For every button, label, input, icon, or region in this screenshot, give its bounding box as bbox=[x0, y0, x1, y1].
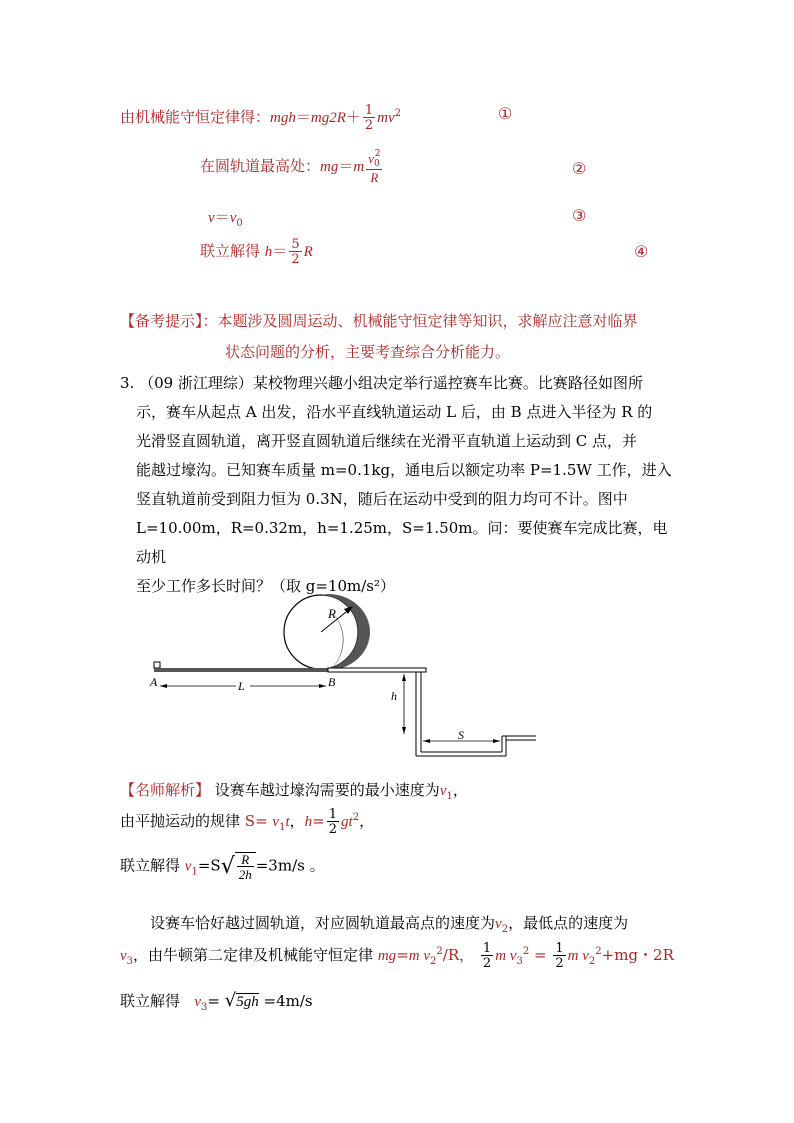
analysis-l6-radicand: 5gh bbox=[236, 994, 259, 1010]
tip-label: 【备考提示】 bbox=[120, 312, 203, 330]
eq1-frac-num: 1 bbox=[364, 103, 374, 118]
analysis-l5-v2b: v bbox=[578, 948, 589, 964]
eq2-lhs: mg bbox=[320, 159, 339, 175]
analysis-l5-v3b: v bbox=[506, 948, 517, 964]
eq2-num-sup: 2 bbox=[374, 149, 381, 159]
eq4-prefix: 联立解得 bbox=[200, 242, 261, 260]
race-track-diagram bbox=[140, 588, 550, 768]
eq2-m: m bbox=[353, 159, 365, 175]
problem-text bbox=[120, 369, 680, 601]
analysis-l2-S: S= bbox=[244, 812, 273, 830]
eq1-prefix: 由机械能守恒定律得： bbox=[120, 108, 271, 126]
S-arrow-left bbox=[423, 739, 430, 743]
problem-line: 能越过壕沟。已知赛车质量 m=0.1kg，通电后以额定功率 P=1.5W 工作，进入 bbox=[136, 461, 672, 479]
analysis-l5-f1-den: 2 bbox=[482, 956, 492, 971]
label-R: R bbox=[328, 606, 336, 621]
analysis-line-5 bbox=[120, 942, 674, 970]
analysis-l5-eq2: = bbox=[529, 946, 552, 964]
analysis-l6-end: =4m/s bbox=[263, 992, 313, 1010]
eq2-fraction bbox=[366, 150, 382, 184]
analysis-l3-text: 联立解得 bbox=[120, 856, 181, 875]
analysis-l5-sup: 2 bbox=[436, 946, 443, 957]
analysis-l2-end: ， bbox=[359, 812, 375, 830]
analysis-l5-frac-1 bbox=[481, 942, 493, 970]
analysis-l5-v3: v bbox=[120, 948, 127, 964]
eq2-num-v: v bbox=[368, 151, 374, 166]
analysis-l5-v: v bbox=[419, 948, 431, 964]
analysis-l3-end: =3m/s 。 bbox=[255, 856, 325, 875]
analysis-l1-sub: 1 bbox=[446, 791, 453, 802]
analysis-l3-frac-den: 2h bbox=[238, 867, 252, 882]
eq2-frac-num bbox=[366, 150, 382, 170]
analysis-l2-comma: ， bbox=[289, 812, 305, 830]
label-L: L bbox=[238, 679, 245, 693]
eq2-number: ② bbox=[572, 159, 587, 178]
eq3-v0: v bbox=[229, 210, 237, 226]
analysis-l6-eq: = bbox=[207, 992, 220, 1010]
analysis-l2-gt: gt bbox=[341, 814, 353, 830]
problem-line: 3. （09 浙江理综）某校物理兴趣小组决定举行遥控赛车比赛。比赛路径如图所 bbox=[120, 374, 643, 392]
analysis-l6-sqrt: √5gh bbox=[224, 990, 259, 1011]
analysis-l5-sub3: 3 bbox=[126, 956, 134, 967]
eq1-number: ① bbox=[498, 104, 513, 123]
analysis-l5-f2-den: 2 bbox=[555, 956, 564, 971]
analysis-l5-sup3b: 2 bbox=[522, 946, 530, 957]
analysis-l3-sub: 1 bbox=[191, 866, 198, 878]
h-arrow-bottom bbox=[402, 727, 406, 734]
eq3-v: v bbox=[208, 210, 215, 226]
analysis-l3-v: v bbox=[184, 858, 192, 875]
analysis-l2-sup: 2 bbox=[352, 812, 360, 823]
analysis-l2-t: t bbox=[285, 814, 290, 830]
eq3-number: ③ bbox=[572, 206, 587, 225]
analysis-l5-m2: m bbox=[495, 948, 507, 964]
eq1-plus: ＋ bbox=[345, 108, 361, 126]
equation-3 bbox=[208, 206, 243, 229]
analysis-line-6 bbox=[120, 990, 313, 1013]
analysis-l5-R: /R， bbox=[442, 946, 475, 964]
analysis-l4-v2: v bbox=[495, 916, 502, 932]
tip-line-1 bbox=[120, 310, 638, 331]
eq1-frac-den: 2 bbox=[364, 118, 374, 133]
label-A: A bbox=[150, 675, 158, 689]
analysis-l1-text: 设赛车越过壕沟需要的最小速度为 bbox=[214, 781, 440, 799]
analysis-l2-frac-den: 2 bbox=[328, 822, 338, 837]
h-arrow-top bbox=[402, 674, 406, 681]
analysis-l5-m3: m bbox=[567, 948, 579, 964]
analysis-l5-sup2b: 2 bbox=[595, 946, 602, 957]
problem-line: 竖直轨道前受到阻力恒为 0.3N，随后在运动中受到的阻力均可不计。图中 bbox=[136, 490, 628, 508]
equation-4 bbox=[200, 238, 313, 266]
eq3-equals: ＝ bbox=[214, 208, 230, 226]
problem-line: L=10.00m，R=0.32m，h=1.25m，S=1.50m。问：要使赛车完成比赛，电动机 bbox=[136, 519, 668, 566]
eq4-h: h bbox=[264, 244, 273, 260]
eq4-frac-den: 2 bbox=[291, 252, 300, 267]
eq3-sub: 0 bbox=[236, 218, 243, 229]
eq4-equals: ＝ bbox=[272, 242, 288, 260]
analysis-l5-mg: mg bbox=[377, 948, 397, 964]
analysis-l3-sqrt: √ $\frac{R}{2h}$ bbox=[221, 852, 256, 881]
main-track bbox=[154, 668, 328, 672]
analysis-l6-sub: 3 bbox=[201, 1002, 208, 1013]
eq4-R: R bbox=[303, 244, 313, 260]
eq1-equals: ＝ bbox=[295, 108, 311, 126]
analysis-l5-f1-num: 1 bbox=[482, 941, 492, 956]
analysis-l5-m: m bbox=[408, 948, 420, 964]
L-arrow-left bbox=[160, 684, 167, 688]
track-after-loop bbox=[328, 668, 426, 672]
analysis-l5-sub3b: 3 bbox=[516, 956, 523, 967]
eq1-rhs-a: mg2R bbox=[310, 110, 346, 126]
analysis-l4-text: 设赛车恰好越过圆轨道，对应圆轨道最高点的速度为 bbox=[150, 914, 496, 932]
label-B: B bbox=[328, 675, 336, 689]
tip-text-1: ：本题涉及圆周运动、机械能守恒定律等知识，求解应注意对临界 bbox=[202, 312, 638, 330]
problem-line: 至少工作多长时间？（取 g=10m/s²） bbox=[136, 577, 396, 595]
eq2-num-sub: 0 bbox=[374, 159, 380, 169]
eq1-sup: 2 bbox=[394, 108, 402, 119]
analysis-line-3 bbox=[120, 852, 325, 881]
label-h: h bbox=[391, 689, 397, 703]
analysis-l2-h: h bbox=[304, 814, 313, 830]
eq2-equals: ＝ bbox=[338, 157, 354, 175]
analysis-l4-mid: ，最低点的速度为 bbox=[508, 914, 629, 932]
analysis-l2-frac-num: 1 bbox=[328, 807, 338, 822]
tip-line-2: 状态问题的分析，主要考查综合分析能力。 bbox=[225, 343, 511, 361]
analysis-l5-f2-num: 1 bbox=[555, 941, 564, 956]
equation-1 bbox=[120, 104, 401, 132]
start-block bbox=[154, 662, 160, 668]
analysis-l5-sub2b: 2 bbox=[588, 956, 596, 967]
analysis-l5-end: +mg・2R bbox=[601, 946, 674, 964]
analysis-l5-sub: 2 bbox=[430, 956, 437, 967]
analysis-l3-eq: =S bbox=[197, 856, 221, 875]
equation-2 bbox=[200, 150, 384, 184]
analysis-l3-fraction bbox=[237, 853, 254, 881]
analysis-l2-v: v bbox=[272, 814, 280, 830]
analysis-l2-sub: 1 bbox=[279, 822, 286, 833]
eq4-frac-num: 5 bbox=[291, 237, 300, 252]
analysis-line-4 bbox=[150, 912, 628, 935]
analysis-l2-eq: = bbox=[312, 812, 325, 830]
S-arrow-right bbox=[493, 739, 500, 743]
problem-line: 光滑竖直圆轨道，离开竖直圆轨道后继续在光滑平直轨道上运动到 C 点，并 bbox=[136, 432, 638, 450]
eq2-frac-den: R bbox=[370, 170, 379, 185]
eq4-fraction bbox=[289, 238, 301, 266]
analysis-l1-end: ， bbox=[452, 781, 468, 799]
analysis-line-2 bbox=[120, 808, 374, 836]
analysis-l5-text: ，由牛顿第二定律及机械能守恒定律 bbox=[133, 946, 374, 964]
eq2-prefix: 在圆轨道最高处： bbox=[200, 157, 321, 175]
analysis-l5-frac-2 bbox=[553, 942, 565, 970]
analysis-label: 【名师解析】 bbox=[120, 781, 211, 799]
analysis-l6-text: 联立解得 bbox=[120, 992, 181, 1010]
analysis-l2-fraction bbox=[327, 808, 339, 836]
analysis-l1-v: v bbox=[439, 783, 447, 799]
eq1-lhs: mgh bbox=[270, 110, 296, 126]
analysis-line-1 bbox=[120, 779, 468, 802]
eq1-fraction bbox=[363, 104, 375, 132]
analysis-l3-frac-num: R bbox=[237, 853, 254, 867]
analysis-l2-text: 由平抛运动的规律 bbox=[120, 812, 241, 830]
eq4-number: ④ bbox=[634, 242, 649, 261]
eq1-rhs-b: mv bbox=[377, 110, 395, 126]
label-S: S bbox=[458, 728, 464, 742]
analysis-l6-v: v bbox=[194, 994, 201, 1010]
analysis-l5-eq: = bbox=[396, 946, 409, 964]
analysis-l4-sub2: 2 bbox=[501, 924, 509, 935]
problem-line: 示，赛车从起点 A 出发，沿水平直线轨道运动 L 后，由 B 点进入半径为 R 的 bbox=[136, 403, 653, 421]
L-arrow-right bbox=[319, 684, 326, 688]
